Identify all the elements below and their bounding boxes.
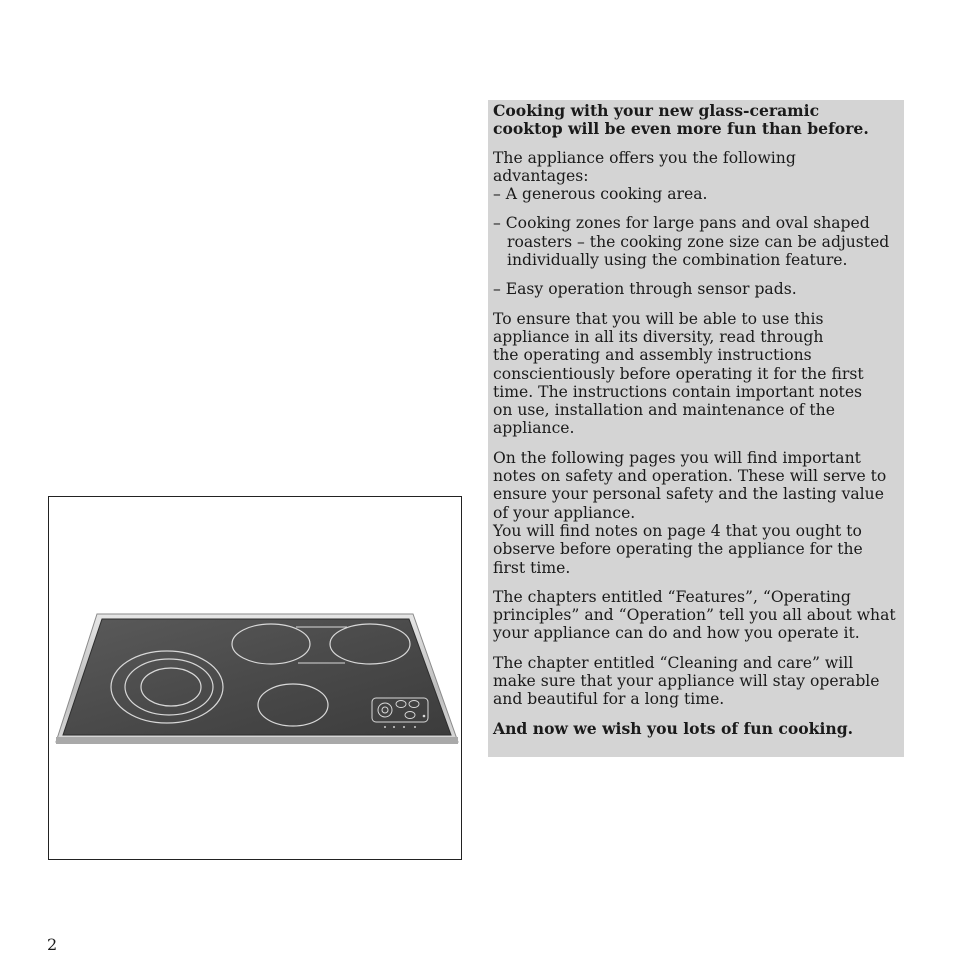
advantages-intro bbox=[493, 149, 898, 186]
text-line: notes on safety and operation. These will serve to bbox=[493, 467, 887, 486]
text-line: appliance in all its diversity, read through bbox=[493, 327, 824, 346]
text-line: – Cooking zones for large pans and oval shaped bbox=[493, 214, 870, 233]
text-line: roasters – the cooking zone size can be adjusted bbox=[507, 232, 890, 251]
ensure-paragraph bbox=[493, 310, 898, 438]
text-line: You will find notes on page 4 that you ought to bbox=[493, 521, 862, 540]
text-line: The chapter entitled “Cleaning and care” will bbox=[493, 653, 854, 672]
intro-heading-line: cooktop will be even more fun than before. bbox=[493, 119, 869, 139]
cleaning-paragraph bbox=[493, 654, 898, 709]
advantage-item bbox=[493, 214, 898, 269]
text-line: advantages: bbox=[493, 166, 589, 185]
page-number: 2 bbox=[47, 935, 58, 954]
text-line: your appliance can do and how you operate it. bbox=[493, 624, 860, 643]
text-line: time. The instructions contain important notes bbox=[493, 382, 863, 401]
text-line: individually using the combination feature. bbox=[507, 251, 848, 270]
advantage-item bbox=[493, 280, 898, 298]
text-line: – A generous cooking area. bbox=[493, 185, 708, 204]
text-line: conscientiously before operating it for the first bbox=[493, 364, 864, 383]
text-line: observe before operating the appliance for the bbox=[493, 540, 863, 559]
cooktop-figure bbox=[48, 496, 462, 860]
text-line: The chapters entitled “Features”, “Operating bbox=[493, 587, 851, 606]
text-line: appliance. bbox=[493, 419, 575, 438]
text-line: – Easy operation through sensor pads. bbox=[493, 280, 797, 299]
text-line: On the following pages you will find important bbox=[493, 448, 861, 467]
text-line: The appliance offers you the following bbox=[493, 148, 796, 167]
closing-line: And now we wish you lots of fun cooking. bbox=[493, 718, 854, 738]
text-line: on use, installation and maintenance of the bbox=[493, 401, 835, 420]
intro-heading-line: Cooking with your new glass-ceramic bbox=[493, 101, 820, 120]
text-line: the operating and assembly instructions bbox=[493, 346, 812, 365]
text-line: and beautiful for a long time. bbox=[493, 690, 725, 709]
intro-text-panel bbox=[488, 100, 904, 757]
advantage-item bbox=[493, 185, 898, 203]
text-line: To ensure that you will be able to use this bbox=[493, 309, 824, 328]
text-line: principles” and “Operation” tell you all about what bbox=[493, 606, 896, 625]
text-line: make sure that your appliance will stay operable bbox=[493, 672, 880, 691]
text-line: first time. bbox=[493, 558, 571, 577]
intro-heading bbox=[493, 102, 898, 139]
cooktop-illustration-icon bbox=[49, 497, 463, 861]
chapters-paragraph bbox=[493, 588, 898, 643]
text-line: ensure your personal safety and the lasting value bbox=[493, 485, 884, 504]
following-pages-paragraph bbox=[493, 449, 898, 577]
text-line: of your appliance. bbox=[493, 503, 636, 522]
